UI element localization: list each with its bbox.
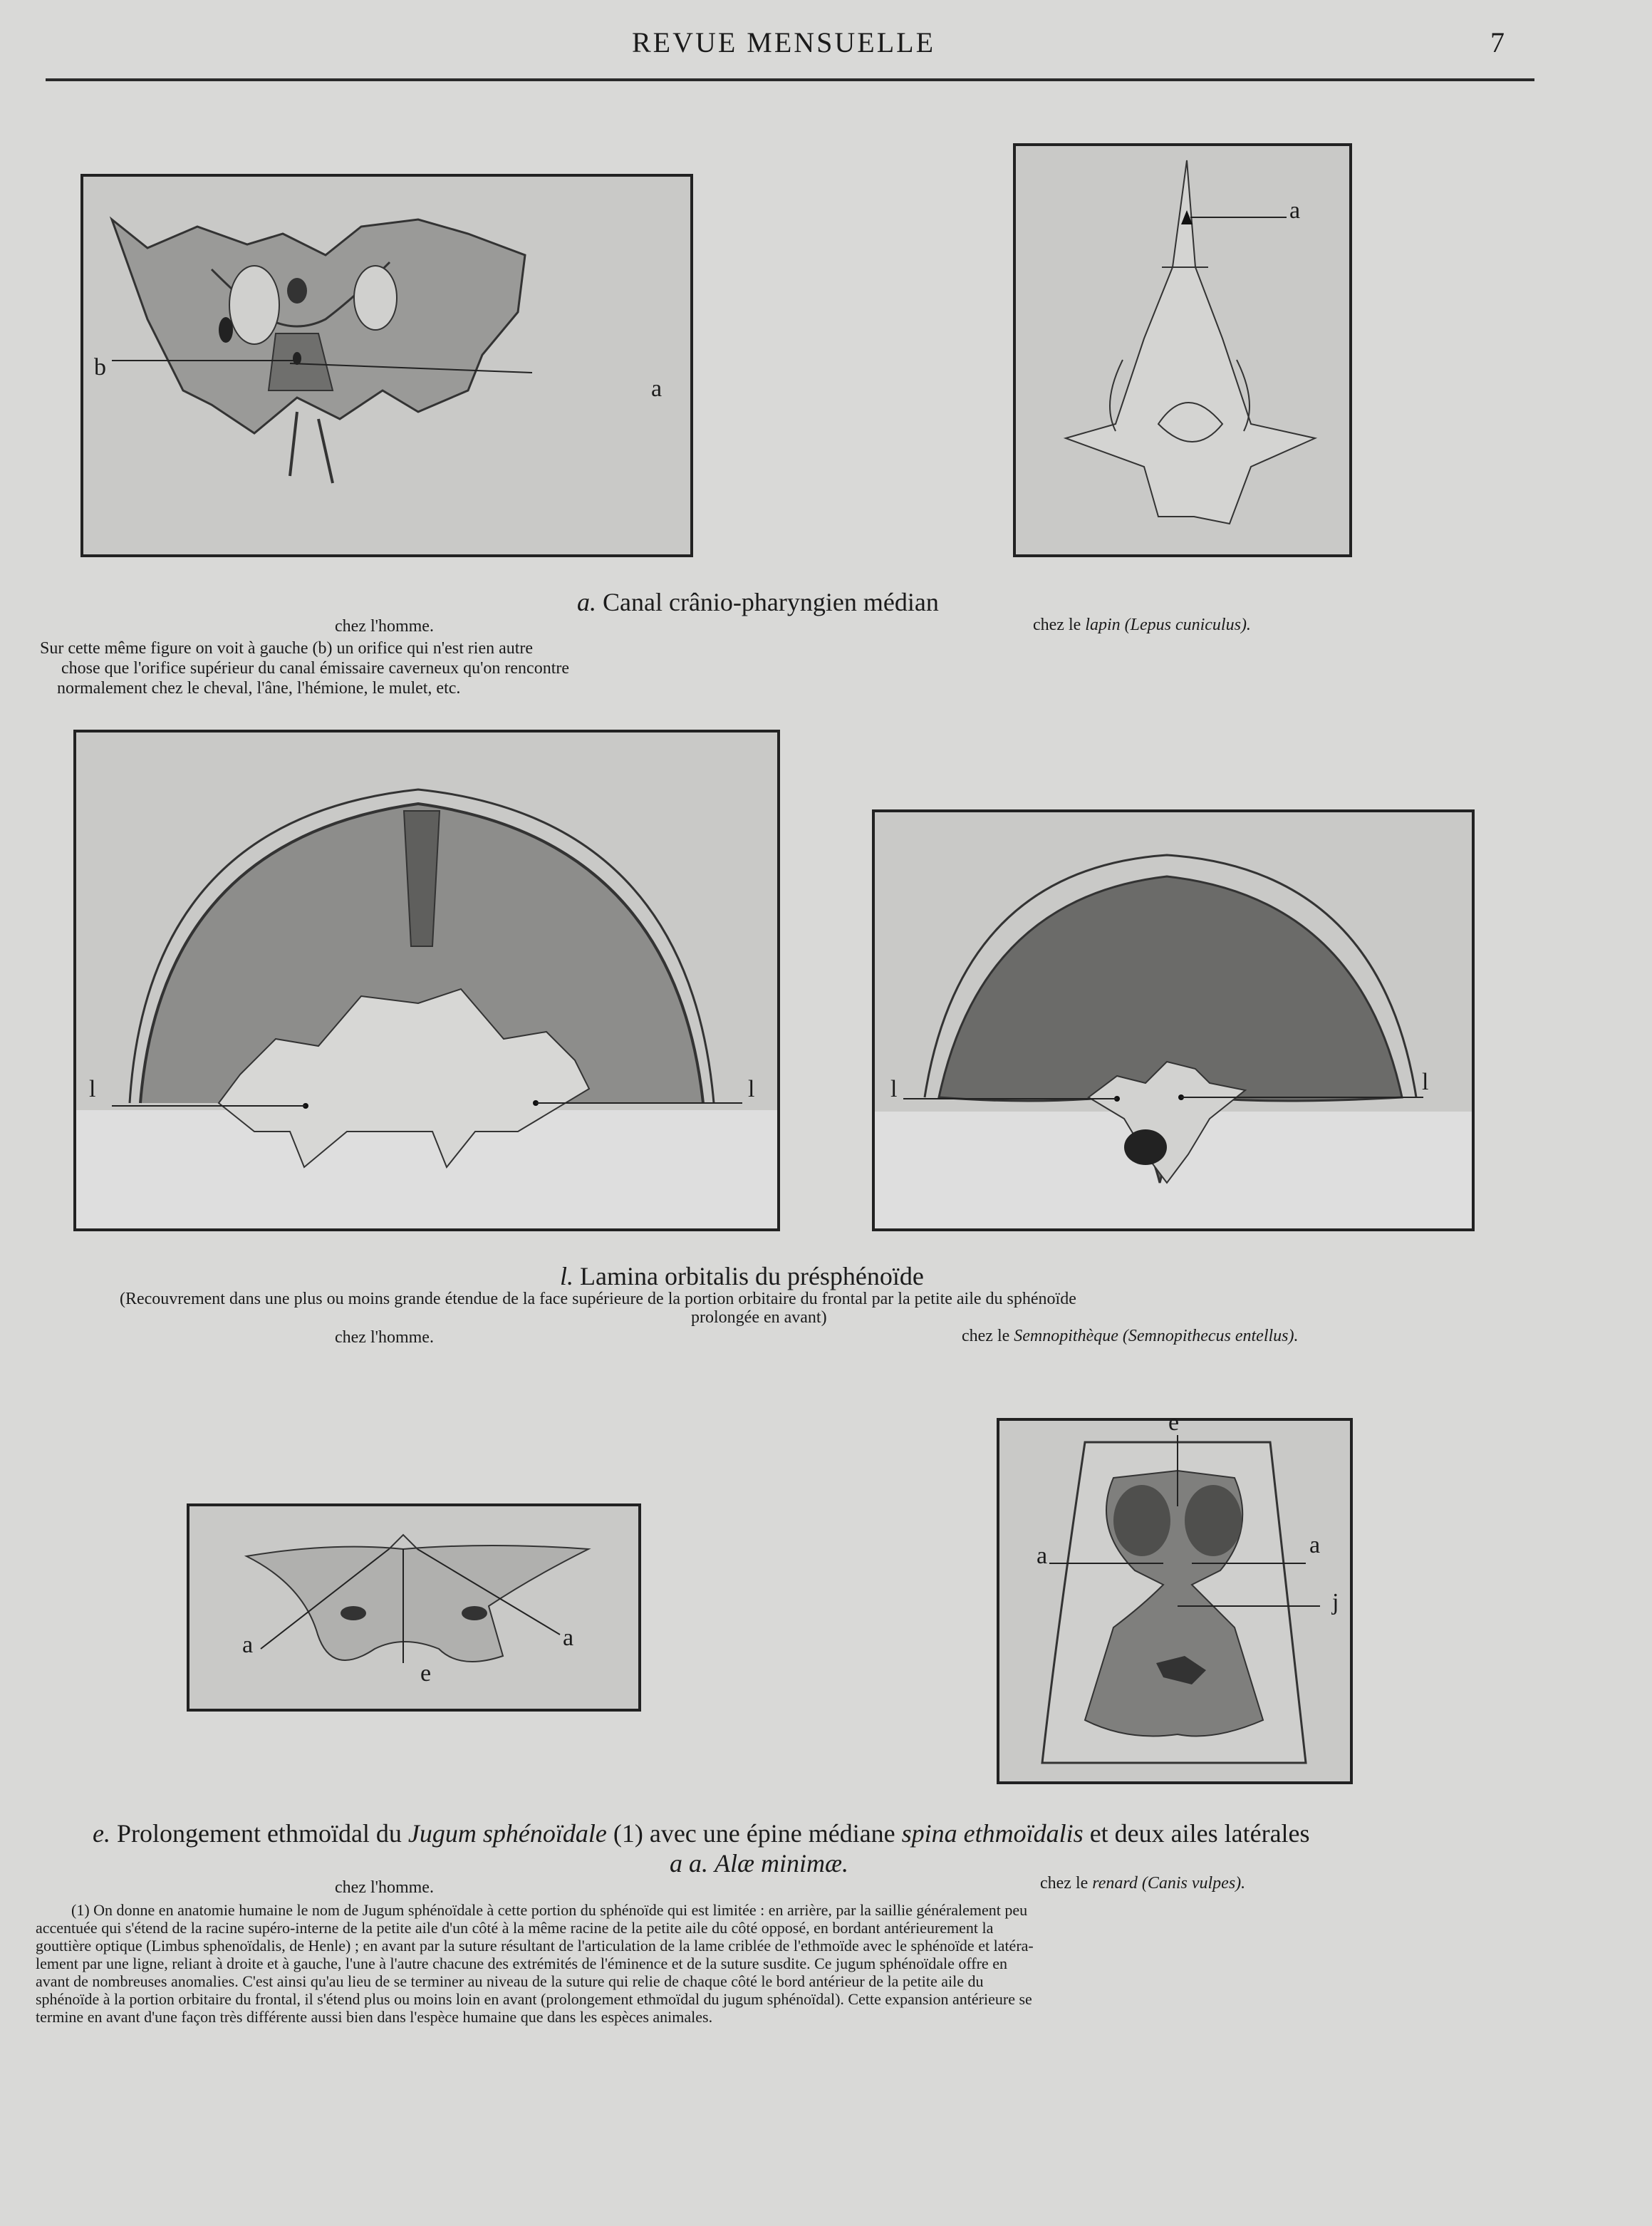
note-line: Sur cette même figure on voit à gauche (b) un orifice qui n'est rien autre: [40, 639, 534, 658]
page-number: 7: [1490, 26, 1505, 58]
human-sphenoid-drawing: [83, 177, 690, 554]
label-a-left: a: [242, 1632, 254, 1658]
figure-l-subtitle-1: (Recouvrement dans une plus ou moins grande étendue de la face supérieure de la portion orbitaire du frontal par la petite aile du sphénoïde: [120, 1290, 1076, 1308]
figure-e-title-italic: Jugum sphénoïdale: [407, 1819, 607, 1848]
header-rule: [46, 78, 1534, 81]
figure-e-title-part: (1) avec une épine médiane: [613, 1819, 895, 1848]
label-a-right: a: [1309, 1532, 1321, 1558]
figure-e-human-caption: chez l'homme.: [335, 1878, 434, 1897]
figure-e-letters: a a.: [670, 1849, 708, 1878]
plate-fox: [997, 1418, 1353, 1784]
caption-animal: lapin: [1085, 616, 1121, 634]
figure-l-subtitle-2: prolongée en avant): [691, 1308, 827, 1327]
figure-l-title-text: Lamina orbitalis du présphénoïde: [580, 1262, 924, 1290]
monkey-orbital-drawing: [875, 812, 1472, 1228]
plate-human-sphenoid: [80, 174, 693, 557]
plate-human-orbital: [73, 730, 780, 1231]
label-a-right: a: [563, 1625, 574, 1651]
caption-prefix: chez le: [1033, 616, 1081, 634]
caption-latin: (Semnopithecus entellus).: [1122, 1327, 1299, 1345]
footnote-line: lement par une ligne, reliant à droite et à gauche, l'une à l'autre chacune des extrémités de l'éminence et de la suture susdite. Ce jugum sphénoïdale offre en: [36, 1955, 1007, 1972]
footnote-line: gouttière optique (Limbus sphenoïdalis, de Henle) ; en avant par la suture résultant de l'articulation de la lame criblée de l'ethmoïde avec le sphénoïde et latéra-: [36, 1937, 1034, 1955]
figure-a-letter: a.: [577, 588, 596, 616]
note-line: chose que l'orifice supérieur du canal émissaire caverneux qu'on rencontre: [61, 659, 570, 678]
label-l-left: l: [890, 1076, 898, 1102]
label-l-right: l: [1422, 1069, 1429, 1095]
plate-human-jugum: [187, 1503, 641, 1712]
figure-a-title: [577, 587, 939, 617]
label-a: a: [1289, 197, 1301, 224]
figure-a-human-caption: chez l'homme.: [335, 617, 434, 636]
figure-l-title: [560, 1261, 924, 1291]
plate-rabbit: [1013, 143, 1352, 557]
plate-monkey-orbital: [872, 809, 1475, 1231]
running-header: REVUE MENSUELLE: [631, 26, 936, 58]
figure-a-rabbit-caption: [1033, 616, 1251, 635]
note-line: normalement chez le cheval, l'âne, l'hémione, le mulet, etc.: [57, 679, 461, 698]
footnote-line: termine en avant d'une façon très différente aussi bien dans l'espèce humaine que dans les espèces animales.: [36, 2008, 713, 2026]
figure-e-title-part: et deux ailes latérales: [1089, 1819, 1310, 1848]
footnote-line: sphénoïde à la portion orbitaire du frontal, il s'étend plus ou moins loin en avant (prolongement ethmoïdal du jugum sphénoïdal). Cette expansion antérieure se: [36, 1990, 1032, 2008]
label-l-right: l: [748, 1076, 755, 1102]
footnote-line: (1) On donne en anatomie humaine le nom de Jugum sphénoïdale à cette portion du sphénoïde qui est limitée : en arrière, par la saillie généralement peu: [71, 1901, 1028, 1919]
caption-prefix: chez le: [1040, 1874, 1089, 1893]
label-a: a: [651, 376, 663, 402]
human-orbital-drawing: [76, 732, 777, 1228]
figure-e-title-line2: [670, 1848, 848, 1878]
caption-animal: Semnopithèque: [1014, 1327, 1118, 1345]
figure-e-fox-caption: [1040, 1874, 1245, 1893]
label-l-left: l: [89, 1076, 96, 1102]
label-b: b: [94, 354, 106, 381]
footnote-line: accentuée qui s'étend de la racine supéro-interne de la petite aile d'un côté à la même racine de la petite aile du côté opposé, en bordant antérieurement la: [36, 1919, 994, 1937]
footnote: [36, 1901, 1539, 2026]
figure-e-title: [93, 1818, 1310, 1848]
caption-prefix: chez le: [962, 1327, 1010, 1345]
label-a-left: a: [1037, 1543, 1048, 1569]
label-e: e: [420, 1660, 432, 1687]
footnote-line: avant de nombreuses anomalies. C'est ainsi qu'au lieu de se terminer au niveau de la suture qui relie de chaque côté le bord antérieur de la petite aile du: [36, 1972, 984, 1990]
figure-l-monkey-caption: [962, 1327, 1299, 1346]
figure-a-title-text: Canal crânio-pharyngien médian: [603, 588, 939, 616]
figure-a-note: [40, 638, 781, 698]
caption-animal: renard: [1092, 1874, 1138, 1893]
figure-e-latin: Alæ minimæ.: [715, 1849, 849, 1878]
figure-l-letter: l.: [560, 1262, 574, 1290]
figure-e-title-part: Prolongement ethmoïdal du: [116, 1819, 402, 1848]
caption-latin: (Canis vulpes).: [1141, 1874, 1246, 1893]
label-e: e: [1168, 1409, 1180, 1436]
caption-latin: (Lepus cuniculus).: [1124, 616, 1251, 634]
human-jugum-drawing: [189, 1506, 638, 1709]
label-j: j: [1332, 1589, 1339, 1615]
figure-e-title-italic: spina ethmoïdalis: [901, 1819, 1084, 1848]
figure-e-letter: e.: [93, 1819, 110, 1848]
figure-l-human-caption: chez l'homme.: [335, 1328, 434, 1347]
fox-drawing: [999, 1421, 1350, 1781]
